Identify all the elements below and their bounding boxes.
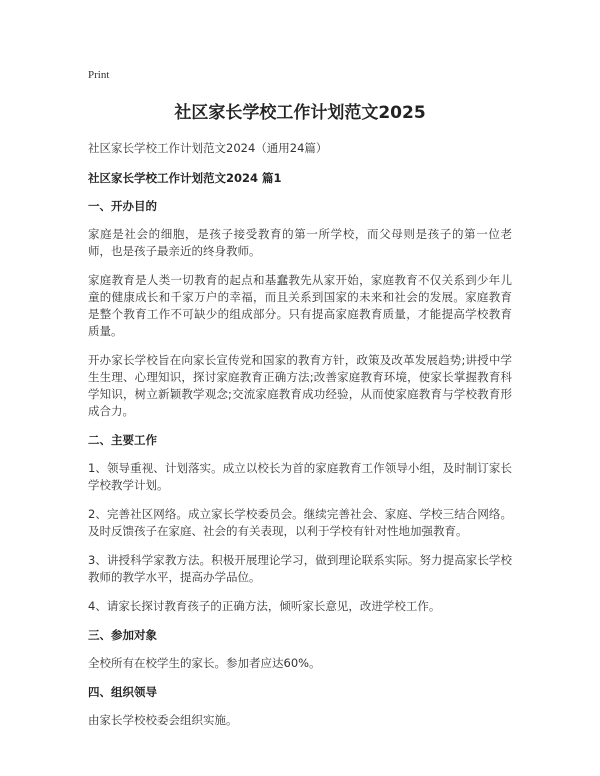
paragraph: 开办家长学校旨在向家长宣传党和国家的教育方针，政策及改革发展趋势;讲授中学生生理、心理知识，探讨家庭教育正确方法;改善家庭教育环境，使家长掌握教育科学知识，树立新颖教学观念;交流家庭教育成功经验，从而使家庭教育与学校教育形成合力。 <box>88 353 512 418</box>
page-title: 社区家长学校工作计划范文2025 <box>174 103 426 123</box>
paragraph: 家庭教育是人类一切教育的起点和基蠢教先从家开始，家庭教育不仅关系到少年儿童的健康成长和千家万户的幸福，而且关系到国家的未来和社会的发展。家庭教育是整个教育工作不可缺少的组成部分。只有提高家庭教育质量，才能提高学校教育质量。 <box>88 273 512 338</box>
heading-participants: 三、参加对象 <box>88 628 157 642</box>
heading-leadership: 四、组织领导 <box>88 685 157 699</box>
paragraph: 2、完善社区网络。成立家长学校委员会。继续完善社会、家庭、学校三结合网络。及时反馈孩子在家庭、社会的有关表现，以利于学校有针对性地加强教育。 <box>88 507 512 538</box>
paragraph: 由家长学校校委会组织实施。 <box>88 713 238 727</box>
paragraph: 3、讲授科学家教方法。积极开展理论学习，做到理论联系实际。努力提高家长学校教师的教学水平，提高办学品位。 <box>88 553 512 584</box>
paragraph: 4、请家长探讨教育孩子的正确方法，倾听家长意见，改进学校工作。 <box>88 599 441 613</box>
paragraph: 全校所有在校学生的家长。参加者应达60%。 <box>88 656 321 670</box>
paragraph: 家庭是社会的细胞，是孩子接受教育的第一所学校，而父母则是孩子的第一位老师，也是孩子最亲近的终身教师。 <box>88 227 512 258</box>
article-section-title: 社区家长学校工作计划范文2024 篇1 <box>88 171 282 185</box>
print-link[interactable]: Print <box>88 69 110 81</box>
subtitle: 社区家长学校工作计划范文2024（通用24篇） <box>88 141 328 155</box>
paragraph: 1、领导重视、计划落实。成立以校长为首的家庭教育工作领导小组，及时制订家长学校教学计划。 <box>88 461 512 492</box>
heading-work: 二、主要工作 <box>88 433 157 447</box>
heading-purpose: 一、开办目的 <box>88 199 157 213</box>
